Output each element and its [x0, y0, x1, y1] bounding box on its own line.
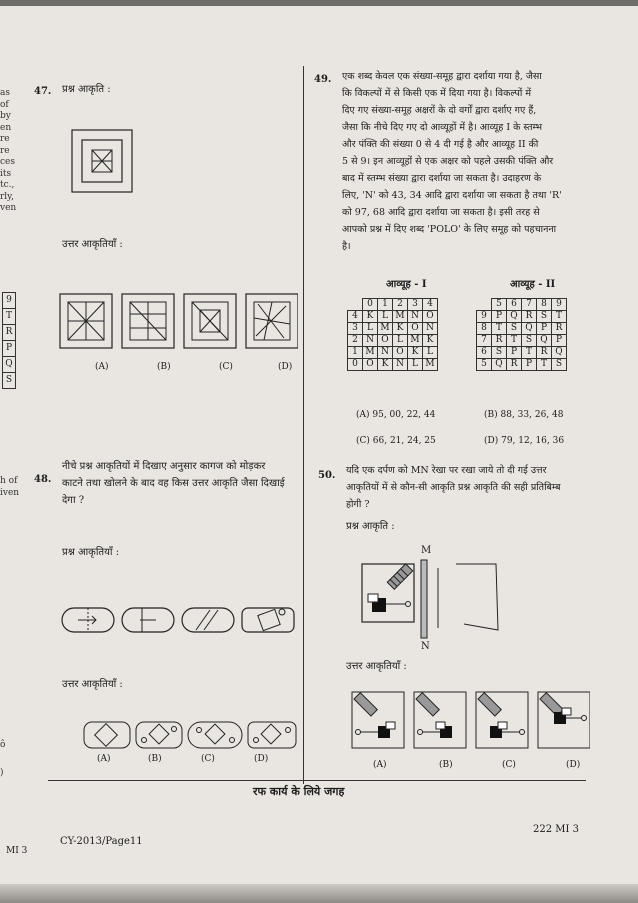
q50-option-c[interactable]: (C): [502, 760, 516, 770]
q47-option-d[interactable]: (D): [278, 362, 293, 372]
q50-option-b[interactable]: (B): [439, 760, 453, 770]
q48-option-a[interactable]: (A): [97, 754, 111, 764]
left-margin-bleed: as of by en re re ces its tc., rly, ven: [0, 88, 17, 213]
margin-code: MI 3: [6, 846, 28, 856]
q47-question-figure: [70, 128, 134, 194]
q47-option-b[interactable]: (B): [157, 362, 171, 372]
q50-figure-c: [476, 692, 528, 748]
q47-figure-b: [122, 294, 174, 348]
q49-option-b[interactable]: (B) 88, 33, 26, 48: [484, 410, 564, 420]
q50-option-d[interactable]: (D): [566, 760, 581, 770]
q47-figure-c: [184, 294, 236, 348]
q48-option-c[interactable]: (C): [201, 754, 215, 764]
q47-option-c[interactable]: (C): [219, 362, 233, 372]
q50-figure-d: [538, 692, 590, 748]
q49-text: एक शब्द केवल एक संख्या-समूह द्वारा दर्शाया गया है, जैसा कि विकल्पों में से किसी एक में दिया गया है। विकल्पों में दिए गए संख्या-समूह अक्षरों के दो वर्गों द्वारा दर्शाए गए हैं, जैसा कि नीचे दिए गए दो आव्यूहों में है। आव्यूह I के स्तम्भ और पंक्ति की संख्या 0 से 4 दी गई है और आव्यूह II की 5 से 9। इन आव्यूहों से एक अक्षर को पहले उसकी पंक्ति और बाद में स्तम्भ संख्या द्वारा दर्शाया जा सकता है। उदाहरण के लिए, 'N' को 43, 34 आदि द्वारा दर्शाया जा सकता है तथा 'R' को 97, 68 आदि द्वारा दर्शाया जा सकता है। इसी तरह से आपको प्रश्न में दिए शब्द 'POLO' के लिए समूह को पहचानना है।: [342, 71, 562, 252]
q50-text: यदि एक दर्पण को MN रेखा पर रखा जाये तो दी गई उत्तर आकृतियों में से कौन-सी आकृति प्रश्न आकृति की सही प्रतिबिम्ब होगी ?: [346, 465, 561, 510]
q49-matrix1: 0 1 2 3 4 4 K L M N O 3 L M K O N 2 N O L M K 1 M N O K L 0 O K N L M: [347, 298, 438, 371]
q49-option-c[interactable]: (C) 66, 21, 24, 25: [356, 436, 436, 446]
q47-answer-figures: [58, 292, 298, 354]
q47-figure-a: [60, 294, 112, 348]
q50-question-figure: [360, 558, 510, 640]
q50-answers-label: उत्तर आकृतियाँ :: [346, 661, 407, 672]
q49-option-d[interactable]: (D) 79, 12, 16, 36: [484, 436, 565, 446]
q48-question-label: प्रश्न आकृतियाँ :: [62, 547, 120, 558]
q49-option-a[interactable]: (A) 95, 00, 22, 44: [356, 410, 436, 420]
q48-answer-figures: [82, 718, 302, 752]
left-margin-misc-1: ô: [0, 740, 6, 750]
q50-answer-figures: [350, 690, 590, 754]
rough-work-label: रफ कार्य के लिये जगह: [253, 785, 345, 798]
q49-number: 49.: [314, 74, 332, 85]
q50-number: 50.: [318, 470, 336, 481]
scan-top-edge: [0, 0, 638, 6]
scan-bottom-edge: [0, 884, 638, 903]
q50-option-a[interactable]: (A): [373, 760, 387, 770]
q50-mirror-label-n: N: [421, 641, 430, 652]
page-code: CY-2013/Page11: [60, 836, 143, 847]
q49-matrix1-title: आव्यूह - I: [386, 279, 427, 290]
q47-number: 47.: [34, 86, 52, 97]
q48-answers-label: उत्तर आकृतियाँ :: [62, 679, 123, 690]
q48-option-b[interactable]: (B): [148, 754, 162, 764]
q47-answers-label: उत्तर आकृतियाँ :: [62, 239, 123, 250]
column-divider: [303, 66, 304, 784]
q48-option-d[interactable]: (D): [254, 754, 269, 764]
q48-text: नीचे प्रश्न आकृतियों में दिखाए अनुसार कागज को मोड़कर काटने तथा खोलने के बाद वह किस उत्तर आकृति जैसा दिखाई देगा ?: [62, 461, 285, 506]
q47-option-a[interactable]: (A): [95, 362, 109, 372]
booklet-code: 222 MI 3: [533, 824, 579, 835]
q49-matrix2: 5 6 7 8 9 9 P Q R S T 8 T S Q P R 7 R T S Q P 6 S P T R Q 5 Q R P T S: [476, 298, 567, 371]
q47-figure-d: [246, 294, 298, 348]
left-margin-letter-boxes: 9 T R P Q S: [2, 292, 16, 389]
q50-mirror-label-m: M: [421, 545, 432, 556]
q48-question-figures: [60, 600, 296, 640]
footer-rule: [48, 780, 586, 781]
left-margin-misc-2: ): [0, 768, 4, 778]
q50-figure-b: [414, 692, 466, 748]
q47-question-label: प्रश्न आकृति :: [62, 84, 111, 95]
q49-matrix2-title: आव्यूह - II: [510, 279, 556, 290]
q48-number: 48.: [34, 474, 52, 485]
q50-question-label: प्रश्न आकृति :: [346, 521, 395, 532]
left-margin-bleed-2: h of iven: [0, 476, 20, 498]
q50-figure-a: [352, 692, 404, 748]
